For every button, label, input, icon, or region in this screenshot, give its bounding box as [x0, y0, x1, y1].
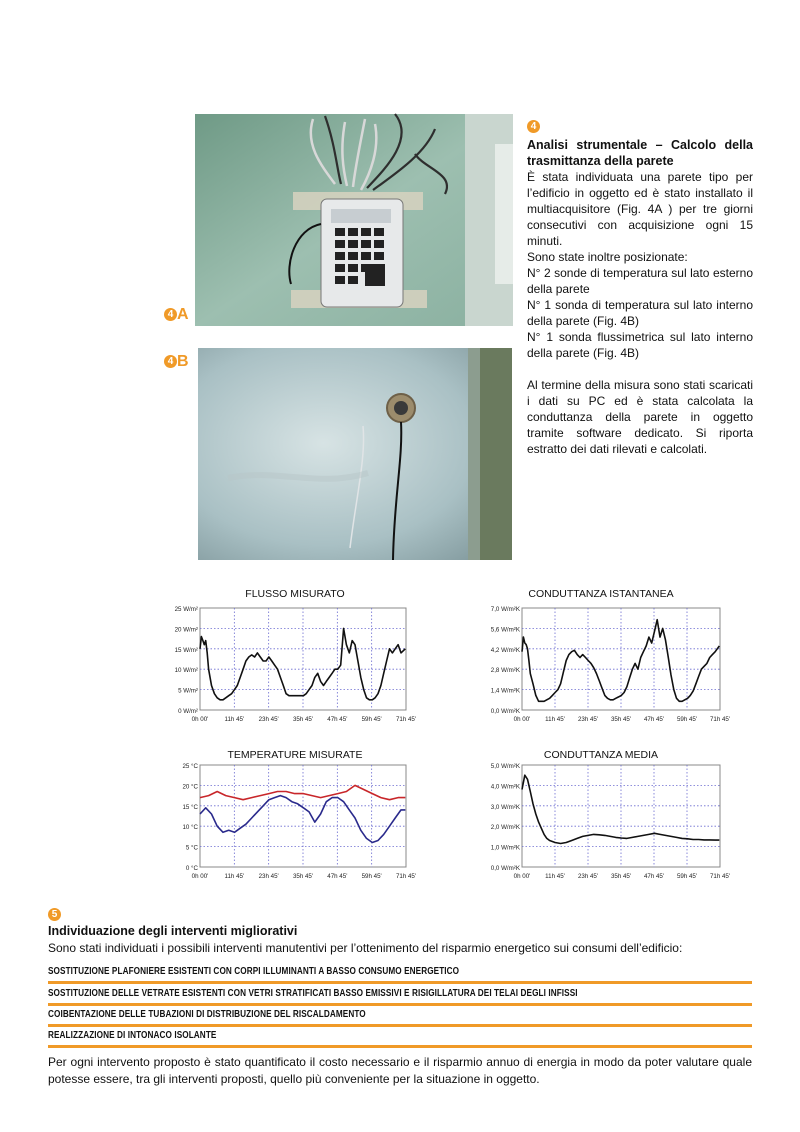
section-4-p1: È stata individuata una parete tipo per l’edificio in oggetto ed è stato installato il multiacquisitore (Fig. 4A ) per tre giorni consecutivi con acquisizione ogni 15 minuti. — [527, 170, 753, 248]
chart-title-temperature: TEMPERATURE MISURATE — [227, 749, 363, 761]
y-tick-label: 5,0 W/m²K — [490, 763, 520, 770]
chart-svg — [474, 761, 731, 881]
y-tick-label: 25 °C — [182, 763, 198, 770]
x-tick-label: 11h 45' — [545, 716, 565, 723]
section-4-p3: N° 2 sonde di temperatura sul lato esterno della parete — [527, 266, 753, 296]
chart-flusso-misurato — [166, 604, 417, 724]
section-4-p2: Sono state inoltre posizionate: — [527, 250, 688, 264]
x-tick-label: 59h 45' — [361, 716, 382, 723]
intervention-label: REALIZZAZIONE DI INTONACO ISOLANTE — [48, 1030, 217, 1041]
y-tick-label: 25 W/m² — [174, 606, 198, 613]
y-tick-label: 4,0 W/m²K — [490, 783, 520, 791]
x-tick-label: 35h 45' — [292, 873, 314, 880]
y-tick-label: 0,0 W/m²K — [490, 865, 520, 872]
x-tick-label: 71h 45' — [395, 716, 417, 723]
intervention-row — [48, 962, 752, 984]
y-tick-label: 5,6 W/m²K — [490, 626, 520, 634]
x-tick-label: 59h 45' — [676, 873, 698, 880]
chart-conduttanza-media — [474, 761, 731, 881]
x-tick-label: 71h 45' — [395, 873, 417, 880]
y-tick-label: 20 W/m² — [174, 626, 198, 634]
y-tick-label: 2,0 W/m²K — [490, 824, 520, 832]
x-tick-label: 0h 00' — [191, 716, 209, 723]
x-tick-label: 0h 00' — [513, 716, 531, 723]
photo-sonda-flussimetrica — [198, 348, 512, 560]
section-4-p4: N° 1 sonda di temperatura sul lato interno della parete (Fig. 4B) — [527, 298, 753, 328]
section-4-text — [527, 137, 753, 457]
x-tick-label: 23h 45' — [258, 873, 279, 880]
y-tick-label: 0 W/m² — [178, 708, 198, 715]
x-tick-label: 23h 45' — [577, 716, 599, 723]
section-5-intro: Sono stati individuati i possibili interventi manutentivi per l’ottenimento del risparmio energetico sui consumi dell’edificio: — [48, 941, 683, 955]
y-tick-label: 10 °C — [182, 824, 198, 832]
y-tick-label: 0,0 W/m²K — [490, 708, 520, 715]
x-tick-label: 23h 45' — [577, 873, 599, 880]
intervention-row — [48, 984, 752, 1006]
intervention-row — [48, 1005, 752, 1027]
x-tick-label: 71h 45' — [709, 873, 731, 880]
y-tick-label: 2,8 W/m²K — [490, 667, 520, 675]
y-tick-label: 1,0 W/m²K — [490, 844, 520, 852]
x-tick-label: 23h 45' — [258, 716, 279, 723]
chart-svg — [474, 604, 731, 724]
x-tick-label: 47h 45' — [327, 716, 348, 723]
x-tick-label: 47h 45' — [327, 873, 348, 880]
x-tick-label: 0h 00' — [513, 873, 531, 880]
y-tick-label: 10 W/m² — [174, 667, 198, 675]
chart-title-conduttanza-istantanea: CONDUTTANZA ISTANTANEA — [528, 588, 674, 600]
y-tick-label: 5 °C — [185, 844, 198, 852]
x-tick-label: 35h 45' — [610, 873, 632, 880]
intervention-label: COIBENTAZIONE DELLE TUBAZIONI DI DISTRIBUZIONE DEL RISCALDAMENTO — [48, 1009, 366, 1020]
figure-4a-label: 4 A — [164, 306, 189, 324]
photo-multiacquisitore — [195, 114, 513, 326]
x-tick-label: 59h 45' — [676, 716, 698, 723]
section-4-p5: N° 1 sonda flussimetrica sul lato interno della parete (Fig. 4B) — [527, 330, 753, 360]
x-tick-label: 71h 45' — [709, 716, 731, 723]
chart-temperature-misurate — [166, 761, 417, 881]
x-tick-label: 35h 45' — [292, 716, 314, 723]
section-5-footer: Per ogni intervento proposto è stato quantificato il costo necessario e il risparmio annuo di energia in modo da poter valutare quale potesse essere, tra gli interventi proposti, quello più conveniente per la situazione in oggetto. — [48, 1055, 752, 1086]
intervention-label: SOSTITUZIONE PLAFONIERE ESISTENTI CON CORPI ILLUMINANTI A BASSO CONSUMO ENERGETICO — [48, 966, 460, 977]
section-5-marker: 5 — [48, 906, 61, 924]
section-4-heading: Analisi strumentale – Calcolo della trasmittanza della parete — [527, 138, 753, 168]
x-tick-label: 11h 45' — [224, 716, 245, 723]
y-tick-label: 20 °C — [182, 783, 198, 791]
x-tick-label: 47h 45' — [643, 716, 665, 723]
y-tick-label: 1,4 W/m²K — [490, 687, 520, 695]
section-5-heading: Individuazione degli interventi migliorativi — [48, 924, 298, 938]
y-tick-label: 4,2 W/m²K — [490, 646, 520, 654]
x-tick-label: 47h 45' — [643, 873, 665, 880]
x-tick-label: 0h 00' — [191, 873, 209, 880]
chart-title-flusso: FLUSSO MISURATO — [245, 588, 345, 600]
chart-svg — [166, 761, 417, 881]
y-tick-label: 7,0 W/m²K — [490, 606, 520, 613]
figure-4b-label: 4 B — [164, 353, 189, 371]
y-tick-label: 0 °C — [185, 865, 198, 872]
y-tick-label: 15 W/m² — [174, 646, 198, 654]
section-4-marker: 4 — [527, 118, 540, 136]
x-tick-label: 35h 45' — [610, 716, 632, 723]
section-4-p6: Al termine della misura sono stati scaricati i dati su PC ed è stata calcolata la conduttanza della parete in oggetto tramite software dedicato. Si riporta estratto dei dati rilevati e calcolati. — [527, 378, 753, 456]
y-tick-label: 15 °C — [182, 803, 198, 811]
chart-title-conduttanza-media: CONDUTTANZA MEDIA — [543, 749, 659, 761]
y-tick-label: 5 W/m² — [178, 687, 198, 695]
chart-svg — [166, 604, 417, 724]
x-tick-label: 59h 45' — [361, 873, 382, 880]
x-tick-label: 11h 45' — [224, 873, 245, 880]
intervention-label: SOSTITUZIONE DELLE VETRATE ESISTENTI CON VETRI STRATIFICATI BASSO EMISSIVI E RISIGILLATURA DEI TELAI DEGLI INFISSI — [48, 988, 578, 999]
intervention-row — [48, 1026, 752, 1048]
x-tick-label: 11h 45' — [545, 873, 565, 880]
y-tick-label: 3,0 W/m²K — [490, 803, 520, 811]
chart-conduttanza-istantanea — [474, 604, 731, 724]
